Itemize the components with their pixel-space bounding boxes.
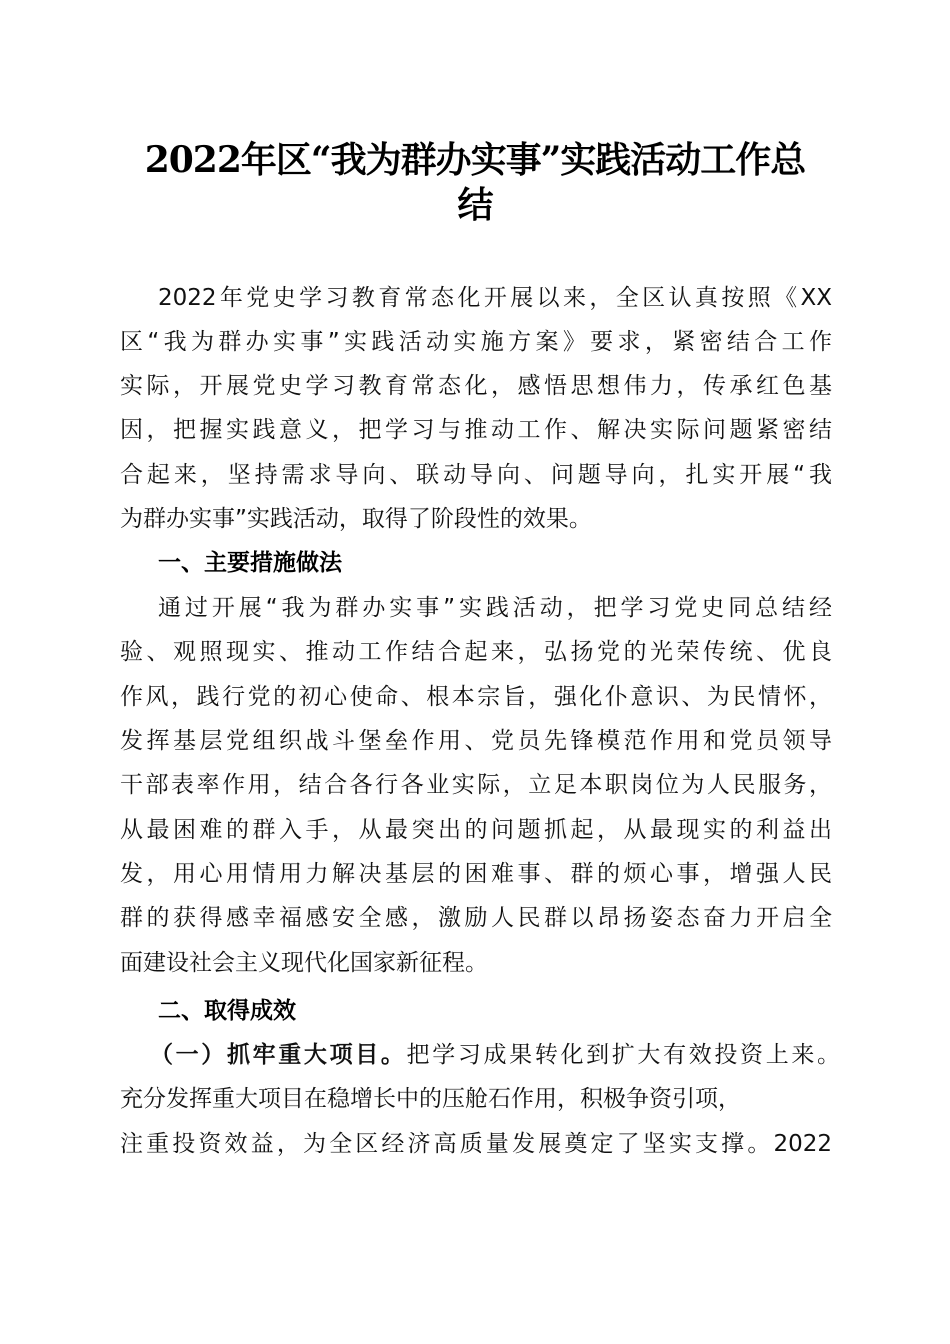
paragraph-line: 群的获得感幸福感安全感，激励人民群以昂扬姿态奋力开启全 [120,905,832,931]
section-heading-measures: 一、主要措施做法 [158,550,342,576]
paragraph-line: 干部表率作用，结合各行各业实际，立足本职岗位为人民服务， [120,772,832,798]
paragraph-line: 通过开展“我为群办实事”实践活动，把学习党史同总结经 [158,595,832,621]
paragraph-line: 从最困难的群入手，从最突出的问题抓起，从最现实的利益出 [120,817,832,843]
paragraph-line: 注重投资效益，为全区经济高质量发展奠定了坚实支撑。2022 [120,1131,832,1157]
paragraph-line: 面建设社会主义现代化国家新征程。 [120,950,488,976]
paragraph-line: 合起来，坚持需求导向、联动导向、问题导向，扎实开展“我 [120,462,832,488]
paragraph-line: 因，把握实践意义，把学习与推动工作、解决实际问题紧密结 [120,417,832,443]
paragraph-line: 发挥基层党组织战斗堡垒作用、党员先锋模范作用和党员领导 [120,728,832,754]
paragraph-line: 作风，践行党的初心使命、根本宗旨，强化仆意识、为民情怀， [120,684,832,710]
subsection-lead-text: 把学习成果转化到扩大有效投资上来。 [406,1042,841,1068]
document-title-line-1: 2022年区“我为群办实事”实践活动工作总 [144,139,806,181]
subsection-lead: （一）抓牢重大项目。 [150,1042,407,1068]
paragraph-line: 发，用心用情用力解决基层的困难事、群的烦心事，增强人民 [120,861,832,887]
paragraph-line: 为群办实事”实践活动，取得了阶段性的效果。 [120,506,592,532]
section-heading-results: 二、取得成效 [158,998,296,1024]
paragraph-line: 实际，开展党史学习教育常态化，感悟思想伟力，传承红色基 [120,373,832,399]
paragraph-line: 区“我为群办实事”实践活动实施方案》要求，紧密结合工作 [120,329,832,355]
paragraph-line: 验、观照现实、推动工作结合起来，弘扬党的光荣传统、优良 [120,639,832,665]
document-title-line-2: 结 [457,184,493,226]
paragraph-line: 充分发挥重大项目在稳增长中的压舱石作用，积极争资引项， [120,1086,741,1112]
paragraph-line [150,1039,840,1071]
paragraph-line: 2022年党史学习教育常态化开展以来，全区认真按照《XX [158,285,832,311]
